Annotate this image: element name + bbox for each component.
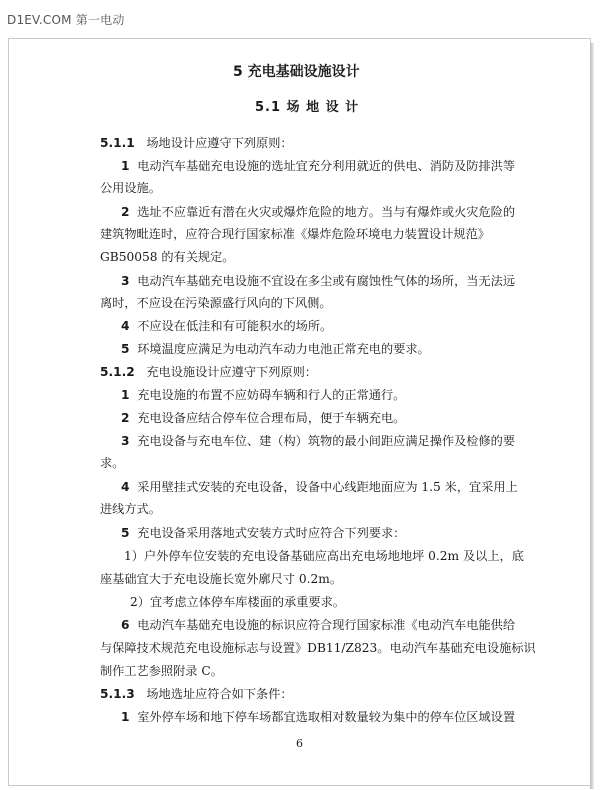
page-number: 6 [296,737,303,750]
clause-line: 建筑物毗连时，应符合现行国家标准《爆炸危险环境电力装置设计规范》 [100,227,490,241]
clause-line: 2）宜考虑立体停车库楼面的承重要求。 [130,595,345,609]
clause-line: 1 充电设施的布置不应妨碍车辆和行人的正常通行。 [121,388,406,402]
clause-line: 5.1.2 充电设施设计应遵守下列原则： [100,365,317,379]
section-title: 5.1 场 地 设 计 [255,100,360,115]
clause-line: 6 电动汽车基础充电设施的标识应符合现行国家标准《电动汽车电能供给 [121,618,516,632]
clause-line: 离时，不应设在污染源盛行风向的下风侧。 [100,296,332,310]
clause-line: 3 充电设备与充电车位、建（构）筑物的最小间距应满足操作及检修的要 [121,434,516,448]
clause-line: 5 充电设备采用落地式安装方式时应符合下列要求： [121,526,406,540]
clause-line: 制作工艺参照附录 C。 [100,664,223,678]
clause-line: 4 采用壁挂式安装的充电设备，设备中心线距地面应为 1.5 米，宜采用上 [121,480,518,494]
clause-line: GB50058 的有关规定。 [100,250,235,264]
clause-line: 座基础宜大于充电设施长宽外廓尺寸 0.2m。 [100,572,343,586]
watermark-text: D1EV.COM 第一电动 [7,13,125,27]
clause-line: 与保障技术规范充电设施标志与设置》DB11/Z823。电动汽车基础充电设施标识 [100,641,536,655]
chapter-title: 5 充电基础设施设计 [233,64,360,80]
clause-line: 进线方式。 [100,502,161,516]
clause-line: 3 电动汽车基础充电设施不宜设在多尘或有腐蚀性气体的场所，当无法远 [121,274,516,288]
clause-line: 5.1.1 场地设计应遵守下列原则： [100,136,293,150]
page-shadow [590,43,594,789]
clause-line: 4 不应设在低洼和有可能积水的场所。 [121,319,333,333]
clause-line: 2 充电设备应结合停车位合理布局，便于车辆充电。 [121,411,406,425]
clause-line: 1）户外停车位安装的充电设备基础应高出充电场地地坪 0.2m 及以上，底 [124,549,524,563]
clause-line: 1 室外停车场和地下停车场都宜选取相对数量较为集中的停车位区域设置 [121,710,516,724]
clause-line: 5 环境温度应满足为电动汽车动力电池正常充电的要求。 [121,342,430,356]
clause-line: 1 电动汽车基础充电设施的选址宜充分利用就近的供电、消防及防排洪等 [121,159,516,173]
clause-line: 求。 [100,456,125,470]
clause-line: 公用设施。 [100,181,161,195]
clause-line: 2 选址不应靠近有潜在火灾或爆炸危险的地方。当与有爆炸或火灾危险的 [121,205,516,219]
clause-line: 5.1.3 场地选址应符合如下条件： [100,687,293,701]
